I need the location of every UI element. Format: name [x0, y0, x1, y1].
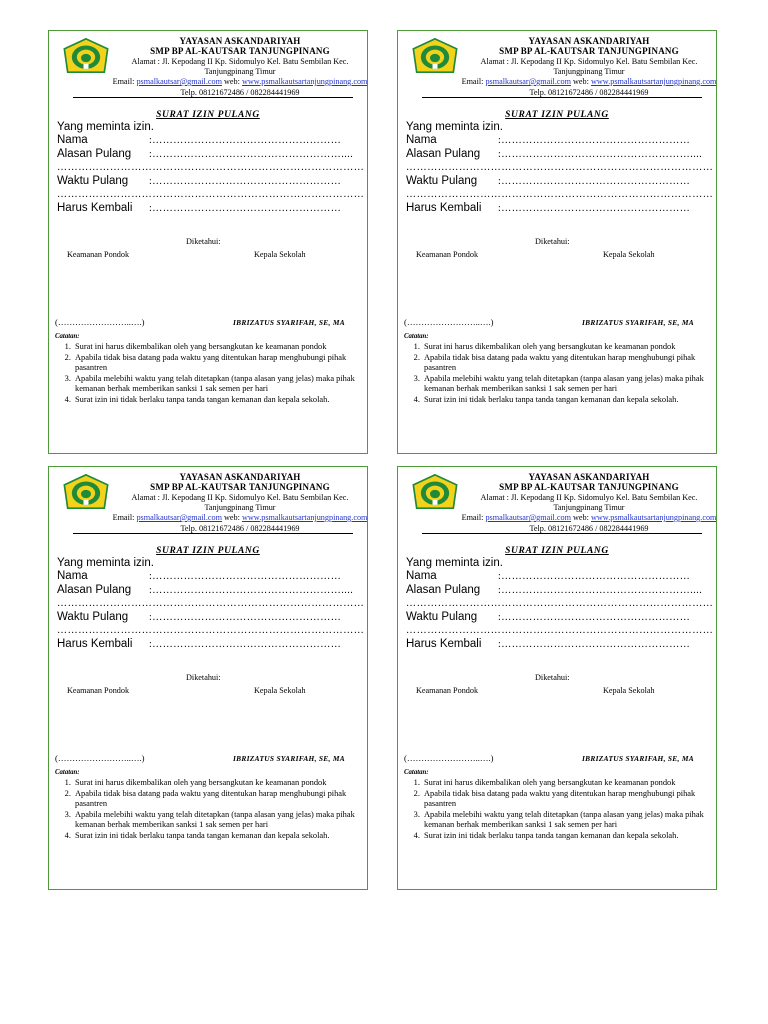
field-dots-return: :………………………………………………	[149, 203, 342, 214]
principal-role-label: Kepala Sekolah	[254, 250, 306, 259]
school-logo-icon	[61, 473, 111, 515]
notes-list	[57, 778, 368, 842]
foundation-name: YAYASAN ASKANDARIYAH	[528, 472, 650, 482]
form-title: SURAT IZIN PULANG	[156, 110, 260, 120]
contact-line: Email: psmalkautsar@gmail.com web: www.psmalkautsartanjungpinang.com	[461, 513, 717, 522]
form-title: SURAT IZIN PULANG	[505, 110, 609, 120]
field-label-return: Harus Kembali	[406, 202, 482, 214]
notes-list	[406, 778, 717, 842]
form-title: SURAT IZIN PULANG	[505, 546, 609, 556]
field-dots-name: :………………………………………………	[498, 135, 691, 146]
known-by-label: Diketahui:	[186, 673, 221, 682]
note-item: 3. Apabila melebihi waktu yang telah ditetapkan (tanpa alasan yang jelas) maka pihak kemanan berhak memberikan sanksi 1 sak semen per hari	[73, 810, 368, 831]
security-signature-blank: (……………………..….)	[404, 753, 494, 763]
note-item: 2. Apabila tidak bisa datang pada waktu yang ditentukan harap menghubungi pihak pasantren	[422, 789, 717, 810]
security-role-label: Keamanan Pondok	[416, 250, 479, 259]
foundation-name: YAYASAN ASKANDARIYAH	[179, 472, 301, 482]
school-logo-icon	[61, 37, 111, 79]
security-role-label: Keamanan Pondok	[416, 686, 479, 695]
field-label-departure: Waktu Pulang	[57, 611, 129, 623]
dotted-line: ……………………………………………………………………………	[57, 625, 365, 636]
principal-name: IBRIZATUS SYARIFAH, SE, MA	[233, 318, 345, 327]
contact-line: Email: psmalkautsar@gmail.com web: www.psmalkautsartanjungpinang.com	[112, 77, 368, 86]
note-item: 4. Surat izin ini tidak berlaku tanpa tanda tangan kemanan dan kepala sekolah.	[422, 831, 717, 842]
web-link[interactable]: www.psmalkautsartanjungpinang.com	[590, 513, 717, 522]
dotted-line: ……………………………………………………………………………	[406, 162, 714, 173]
notes-list	[406, 342, 717, 406]
form-intro: Yang meminta izin.	[57, 557, 154, 569]
form-intro: Yang meminta izin.	[406, 121, 503, 133]
notes-heading: Catatan:	[404, 333, 429, 340]
dotted-line: ……………………………………………………………………………	[57, 162, 365, 173]
address-line-1: Alamat : Jl. Kepodang II Kp. Sidomulyo Kel. Batu Sembilan Kec.	[480, 57, 698, 66]
form-title: SURAT IZIN PULANG	[156, 546, 260, 556]
address-line-1: Alamat : Jl. Kepodang II Kp. Sidomulyo Kel. Batu Sembilan Kec.	[480, 493, 698, 502]
note-item: 4. Surat izin ini tidak berlaku tanpa tanda tangan kemanan dan kepala sekolah.	[73, 831, 368, 842]
field-label-return: Harus Kembali	[57, 202, 133, 214]
email-link[interactable]: psmalkautsar@gmail.com	[136, 513, 222, 522]
principal-name: IBRIZATUS SYARIFAH, SE, MA	[582, 318, 694, 327]
email-link[interactable]: psmalkautsar@gmail.com	[485, 77, 571, 86]
address-line-2: Tanjungpinang Timur	[553, 67, 625, 76]
field-label-reason: Alasan Pulang	[57, 148, 132, 160]
field-dots-reason: :………………………………………………....	[149, 149, 354, 160]
address-line-1: Alamat : Jl. Kepodang II Kp. Sidomulyo Kel. Batu Sembilan Kec.	[131, 493, 349, 502]
notes-heading: Catatan:	[404, 769, 429, 776]
note-item: 1. Surat ini harus dikembalikan oleh yang bersangkutan ke keamanan pondok	[422, 342, 717, 353]
field-label-return: Harus Kembali	[57, 638, 133, 650]
web-link[interactable]: www.psmalkautsartanjungpinang.com	[241, 513, 368, 522]
security-signature-blank: (……………………..….)	[55, 753, 145, 763]
letterhead-divider	[422, 533, 702, 534]
field-dots-return: :………………………………………………	[149, 639, 342, 650]
field-label-reason: Alasan Pulang	[57, 584, 132, 596]
contact-line: Email: psmalkautsar@gmail.com web: www.psmalkautsartanjungpinang.com	[461, 77, 717, 86]
address-line-2: Tanjungpinang Timur	[204, 67, 276, 76]
email-link[interactable]: psmalkautsar@gmail.com	[485, 513, 571, 522]
permit-card-3	[48, 466, 368, 890]
dotted-line: ……………………………………………………………………………	[406, 598, 714, 609]
note-item: 3. Apabila melebihi waktu yang telah ditetapkan (tanpa alasan yang jelas) maka pihak kemanan berhak memberikan sanksi 1 sak semen per hari	[422, 374, 717, 395]
form-intro: Yang meminta izin.	[406, 557, 503, 569]
field-dots-departure: :………………………………………………	[149, 176, 342, 187]
security-signature-blank: (……………………..….)	[55, 317, 145, 327]
note-item: 2. Apabila tidak bisa datang pada waktu yang ditentukan harap menghubungi pihak pasantren	[73, 789, 368, 810]
note-item: 4. Surat izin ini tidak berlaku tanpa tanda tangan kemanan dan kepala sekolah.	[422, 395, 717, 406]
foundation-name: YAYASAN ASKANDARIYAH	[179, 36, 301, 46]
security-role-label: Keamanan Pondok	[67, 250, 130, 259]
known-by-label: Diketahui:	[535, 237, 570, 246]
permit-card-1	[48, 30, 368, 454]
contact-line: Email: psmalkautsar@gmail.com web: www.psmalkautsartanjungpinang.com	[112, 513, 368, 522]
field-dots-reason: :………………………………………………....	[149, 585, 354, 596]
note-item: 1. Surat ini harus dikembalikan oleh yang bersangkutan ke keamanan pondok	[73, 342, 368, 353]
notes-heading: Catatan:	[55, 333, 80, 340]
address-line-2: Tanjungpinang Timur	[553, 503, 625, 512]
notes-list	[57, 342, 368, 406]
letterhead-divider	[422, 97, 702, 98]
permit-card-4	[397, 466, 717, 890]
note-item: 2. Apabila tidak bisa datang pada waktu yang ditentukan harap menghubungi pihak pasantren	[422, 353, 717, 374]
phone-line: Telp. 08121672486 / 082284441969	[529, 524, 649, 533]
field-label-departure: Waktu Pulang	[406, 175, 478, 187]
field-dots-return: :………………………………………………	[498, 203, 691, 214]
principal-role-label: Kepala Sekolah	[603, 686, 655, 695]
note-item: 1. Surat ini harus dikembalikan oleh yang bersangkutan ke keamanan pondok	[73, 778, 368, 789]
principal-name: IBRIZATUS SYARIFAH, SE, MA	[233, 754, 345, 763]
notes-heading: Catatan:	[55, 769, 80, 776]
note-item: 4. Surat izin ini tidak berlaku tanpa tanda tangan kemanan dan kepala sekolah.	[73, 395, 368, 406]
phone-line: Telp. 08121672486 / 082284441969	[180, 88, 300, 97]
field-label-name: Nama	[57, 134, 88, 146]
school-name: SMP BP AL-KAUTSAR TANJUNGPINANG	[150, 482, 330, 492]
field-dots-departure: :………………………………………………	[498, 176, 691, 187]
field-dots-name: :………………………………………………	[149, 135, 342, 146]
field-dots-name: :………………………………………………	[498, 571, 691, 582]
principal-role-label: Kepala Sekolah	[254, 686, 306, 695]
field-dots-departure: :………………………………………………	[149, 612, 342, 623]
principal-role-label: Kepala Sekolah	[603, 250, 655, 259]
foundation-name: YAYASAN ASKANDARIYAH	[528, 36, 650, 46]
address-line-1: Alamat : Jl. Kepodang II Kp. Sidomulyo Kel. Batu Sembilan Kec.	[131, 57, 349, 66]
phone-line: Telp. 08121672486 / 082284441969	[529, 88, 649, 97]
known-by-label: Diketahui:	[186, 237, 221, 246]
letterhead-divider	[73, 533, 353, 534]
dotted-line: ……………………………………………………………………………	[406, 189, 714, 200]
field-label-departure: Waktu Pulang	[57, 175, 129, 187]
school-name: SMP BP AL-KAUTSAR TANJUNGPINANG	[499, 46, 679, 56]
permit-card-2	[397, 30, 717, 454]
field-label-name: Nama	[406, 134, 437, 146]
address-line-2: Tanjungpinang Timur	[204, 503, 276, 512]
school-logo-icon	[410, 473, 460, 515]
field-dots-name: :………………………………………………	[149, 571, 342, 582]
letterhead-divider	[73, 97, 353, 98]
school-logo-icon	[410, 37, 460, 79]
field-label-reason: Alasan Pulang	[406, 584, 481, 596]
form-intro: Yang meminta izin.	[57, 121, 154, 133]
field-dots-return: :………………………………………………	[498, 639, 691, 650]
field-dots-departure: :………………………………………………	[498, 612, 691, 623]
school-name: SMP BP AL-KAUTSAR TANJUNGPINANG	[499, 482, 679, 492]
phone-line: Telp. 08121672486 / 082284441969	[180, 524, 300, 533]
field-label-name: Nama	[57, 570, 88, 582]
security-signature-blank: (……………………..….)	[404, 317, 494, 327]
note-item: 3. Apabila melebihi waktu yang telah ditetapkan (tanpa alasan yang jelas) maka pihak kemanan berhak memberikan sanksi 1 sak semen per hari	[73, 374, 368, 395]
note-item: 1. Surat ini harus dikembalikan oleh yang bersangkutan ke keamanan pondok	[422, 778, 717, 789]
field-label-name: Nama	[406, 570, 437, 582]
known-by-label: Diketahui:	[535, 673, 570, 682]
web-link[interactable]: www.psmalkautsartanjungpinang.com	[241, 77, 368, 86]
security-role-label: Keamanan Pondok	[67, 686, 130, 695]
email-link[interactable]: psmalkautsar@gmail.com	[136, 77, 222, 86]
field-label-departure: Waktu Pulang	[406, 611, 478, 623]
field-dots-reason: :………………………………………………....	[498, 149, 703, 160]
field-label-reason: Alasan Pulang	[406, 148, 481, 160]
field-label-return: Harus Kembali	[406, 638, 482, 650]
note-item: 2. Apabila tidak bisa datang pada waktu yang ditentukan harap menghubungi pihak pasantren	[73, 353, 368, 374]
web-link[interactable]: www.psmalkautsartanjungpinang.com	[590, 77, 717, 86]
field-dots-reason: :………………………………………………....	[498, 585, 703, 596]
school-name: SMP BP AL-KAUTSAR TANJUNGPINANG	[150, 46, 330, 56]
principal-name: IBRIZATUS SYARIFAH, SE, MA	[582, 754, 694, 763]
note-item: 3. Apabila melebihi waktu yang telah ditetapkan (tanpa alasan yang jelas) maka pihak kemanan berhak memberikan sanksi 1 sak semen per hari	[422, 810, 717, 831]
dotted-line: ……………………………………………………………………………	[406, 625, 714, 636]
dotted-line: ……………………………………………………………………………	[57, 189, 365, 200]
dotted-line: ……………………………………………………………………………	[57, 598, 365, 609]
